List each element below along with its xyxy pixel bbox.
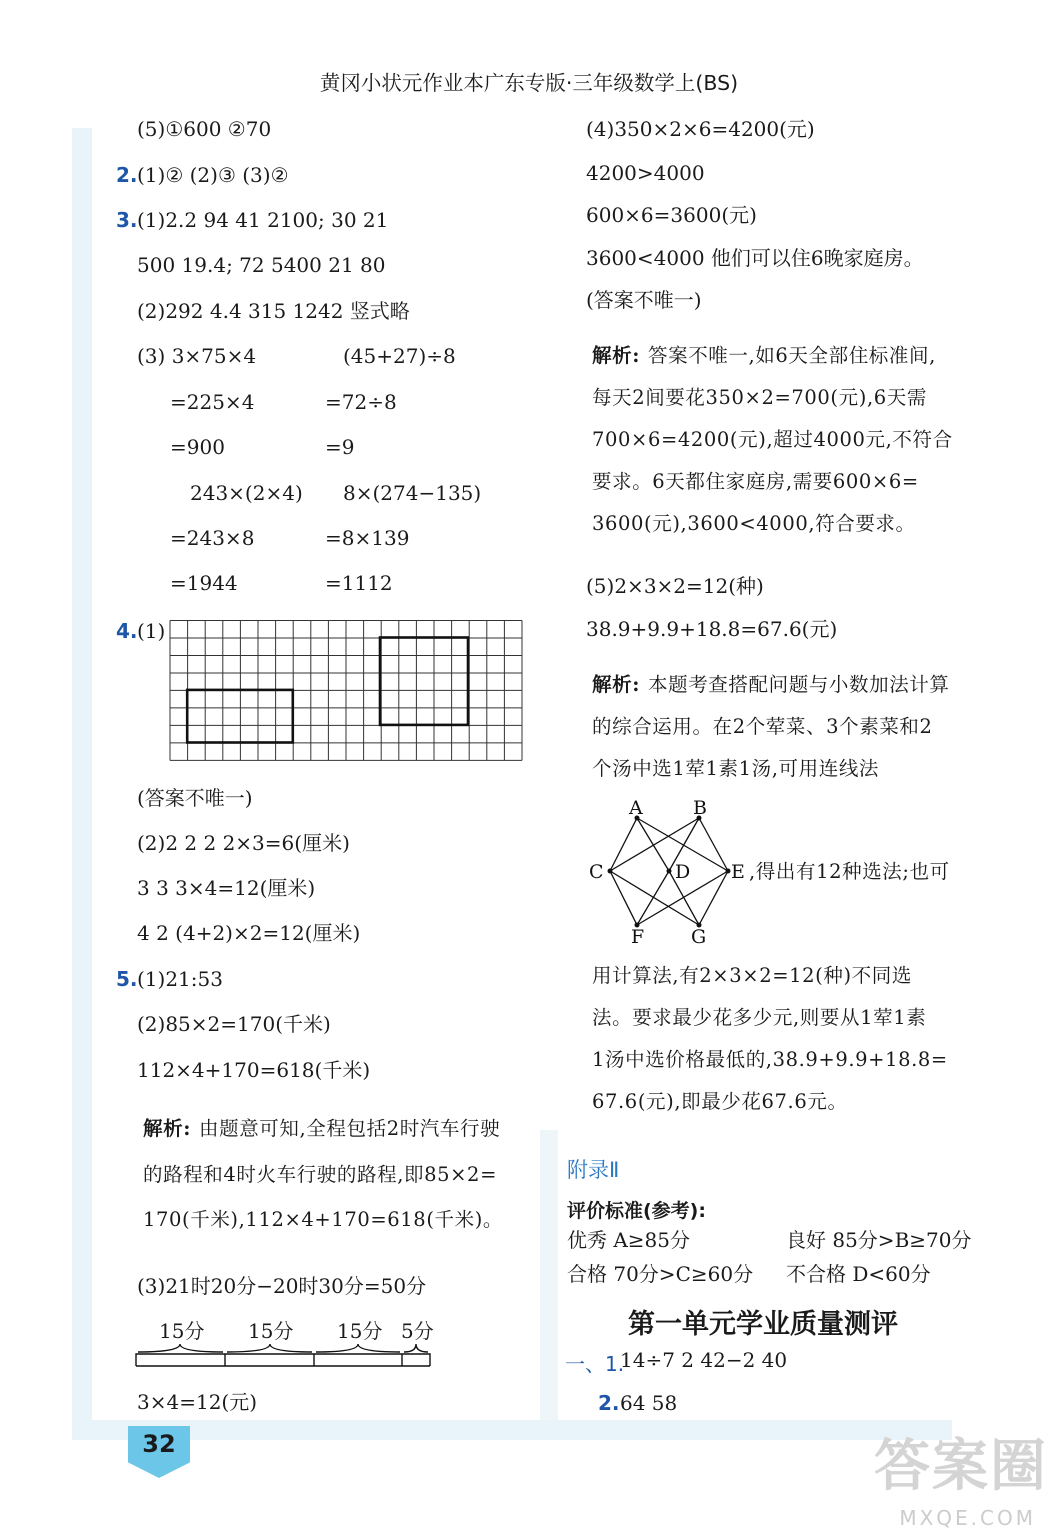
answer-line: 64 58: [620, 1391, 678, 1415]
explanation-text: 用计算法,有2×3×2=12(种)不同选: [592, 964, 912, 987]
criteria-item: 良好 85分>B≥70分: [786, 1228, 972, 1252]
left-margin-strip: [72, 128, 92, 1430]
answer-line: (5)2×3×2=12(种): [586, 574, 764, 598]
answer-line: (1): [137, 619, 166, 643]
calc-step: =9: [325, 435, 355, 459]
answer-line: 112×4+170=618(千米): [137, 1058, 371, 1082]
bottom-margin-strip: [72, 1420, 952, 1440]
pairing-diagram: [585, 793, 750, 953]
calc-step: =72÷8: [325, 390, 397, 414]
segment-label: 15分: [337, 1319, 383, 1343]
answer-line: (1)2.2 94 41 2100; 30 21: [137, 208, 389, 232]
calc-step: =1944: [170, 571, 238, 595]
explanation-text: 个汤中选1荤1素1汤,可用连线法: [592, 757, 880, 780]
right-column-strip: [540, 1130, 558, 1420]
explanation-text: 1汤中选价格最低的,38.9+9.9+18.8=: [592, 1048, 948, 1071]
explanation-text: 本题考查搭配问题与小数加法计算: [648, 673, 950, 696]
question-number: 2.: [116, 163, 138, 187]
explanation-text: 要求。6天都住家庭房,需要600×6=: [592, 470, 919, 493]
answer-line: 3 3 3×4=12(厘米): [137, 876, 316, 900]
graph-label-b: B: [693, 797, 707, 819]
answer-line: (3)21时20分−20时30分=50分: [137, 1274, 427, 1298]
explanation-text: 67.6(元),即最少花67.6元。: [592, 1090, 848, 1113]
explanation-text: 的综合运用。在2个荤菜、3个素菜和2: [592, 715, 933, 738]
answer-line: (1)② (2)③ (3)②: [137, 163, 289, 187]
graph-label-e: E: [731, 861, 745, 883]
calc-step: 8×(274−135): [343, 481, 482, 505]
answer-line: (2)85×2=170(千米): [137, 1012, 331, 1036]
criteria-item: 合格 70分>C≥60分: [567, 1262, 754, 1286]
explanation-text: 的路程和4时火车行驶的路程,即85×2=: [143, 1163, 498, 1186]
explanation-text: 170(千米),112×4+170=618(千米)。: [143, 1208, 504, 1231]
explanation-label: 解析:: [592, 673, 640, 696]
calc-step: =243×8: [170, 526, 255, 550]
calc-step: 243×(2×4): [190, 481, 303, 505]
calc-step: (45+27)÷8: [343, 344, 456, 368]
grid-shape-rectangle: [380, 638, 468, 725]
answer-line: (4)350×2×6=4200(元): [586, 117, 815, 141]
answer-line: (1)21:53: [137, 967, 223, 991]
explanation-text: 每天2间要花350×2=700(元),6天需: [592, 386, 927, 409]
page-number: 32: [142, 1430, 176, 1458]
explanation-text: ,得出有12种选法;也可: [749, 860, 950, 883]
criteria-title: 评价标准(参考):: [567, 1200, 706, 1222]
question-number: 2.: [598, 1391, 620, 1415]
question-number: 3.: [116, 208, 138, 232]
calc-step: =225×4: [170, 390, 255, 414]
grid-figure: [168, 620, 524, 762]
calc-step: =900: [170, 435, 225, 459]
explanation-text: 由题意可知,全程包括2时汽车行驶: [199, 1117, 501, 1140]
watermark-url: MXQE.COM: [899, 1506, 1036, 1530]
answer-line: 4 2 (4+2)×2=12(厘米): [137, 921, 361, 945]
calc-step: =8×139: [325, 526, 410, 550]
watermark-logo: 答案圈: [874, 1434, 1048, 1499]
calc-step: =1112: [325, 571, 393, 595]
answer-line: (2)2 2 2 2×3=6(厘米): [137, 831, 350, 855]
time-segment-diagram: [130, 1340, 440, 1372]
page-header: 黄冈小状元作业本广东专版·三年级数学上(BS): [319, 71, 739, 95]
graph-label-d: D: [675, 861, 691, 883]
answer-note: (答案不唯一): [586, 288, 702, 312]
explanation-text: 答案不唯一,如6天全部住标准间,: [648, 344, 936, 367]
answer-line: 38.9+9.9+18.8=67.6(元): [586, 617, 838, 641]
answer-line: 600×6=3600(元): [586, 203, 757, 227]
segment-label: 15分: [159, 1319, 205, 1343]
segment-label: 5分: [401, 1319, 434, 1343]
answer-line: (2)292 4.4 315 1242 竖式略: [137, 299, 410, 323]
answer-line: 4200>4000: [586, 161, 705, 185]
calc-step: (3) 3×75×4: [137, 344, 257, 368]
answer-line: 500 19.4; 72 5400 21 80: [137, 253, 386, 277]
criteria-item: 优秀 A≥85分: [567, 1228, 691, 1252]
appendix-heading: 附录Ⅱ: [567, 1158, 620, 1182]
answer-note: (答案不唯一): [137, 786, 253, 810]
graph-label-f: F: [631, 926, 645, 948]
explanation-text: 法。要求最少花多少元,则要从1荤1素: [592, 1006, 927, 1029]
answer-line: 3×4=12(元): [137, 1390, 258, 1414]
explanation-text: 3600(元),3600<4000,符合要求。: [592, 512, 916, 535]
unit-title: 第一单元学业质量测评: [628, 1309, 898, 1340]
segment-label: 15分: [248, 1319, 294, 1343]
answer-line: 3600<4000 他们可以住6晚家庭房。: [586, 246, 924, 270]
explanation-label: 解析:: [592, 344, 640, 367]
explanation-label: 解析:: [143, 1117, 191, 1140]
explanation-text: 700×6=4200(元),超过4000元,不符合: [592, 428, 953, 451]
criteria-item: 不合格 D<60分: [786, 1262, 931, 1286]
answer-line: 14÷7 2 42−2 40: [620, 1348, 788, 1372]
graph-label-c: C: [589, 861, 604, 883]
question-number: 4.: [116, 619, 138, 643]
question-number: 一、1.: [565, 1352, 625, 1376]
graph-label-g: G: [691, 926, 707, 948]
answer-line: (5)①600 ②70: [137, 117, 272, 141]
question-number: 5.: [116, 967, 138, 991]
graph-label-a: A: [629, 797, 643, 819]
